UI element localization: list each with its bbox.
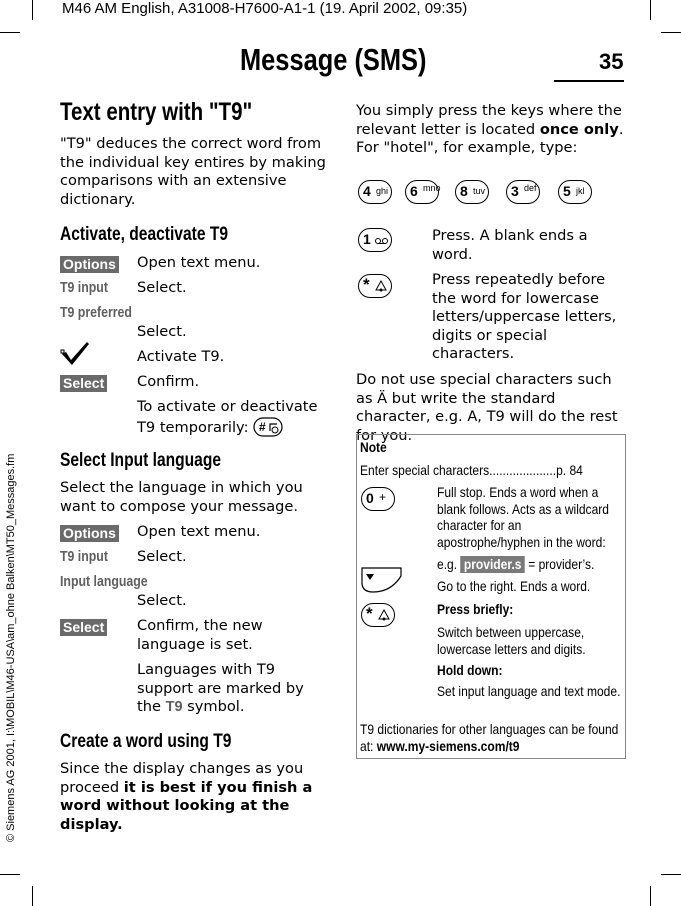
row-text: Open text menu. xyxy=(137,254,261,271)
row-text: Confirm, the new language is set. xyxy=(137,617,263,653)
row-text: Select. xyxy=(137,548,187,565)
star-key-icon: * xyxy=(361,603,395,627)
crop-mark xyxy=(650,0,651,20)
right-key-text: Go to the right. Ends a word. xyxy=(437,578,591,594)
menu-item-t9-preferred: T9 preferred xyxy=(60,305,132,321)
key-3-icon: 3 def xyxy=(506,180,540,204)
note-toc-line: Enter special characters....................p. 84 xyxy=(360,462,583,478)
create-text: Since the display changes as you proceed it is best if you finish a word without looking at the display. xyxy=(60,760,313,833)
support-text: Languages with T9 support are marked by the T9 symbol. xyxy=(137,661,304,716)
temp-text: To activate or deactivate T9 temporarily: # xyxy=(137,398,318,436)
crop-mark xyxy=(0,874,20,875)
display-text-provider: provider.s xyxy=(460,556,524,573)
row-text: Confirm. xyxy=(137,373,200,390)
keystar-text: Press repeatedly before the word for lowercase letters/uppercase letters, digits or special characters. xyxy=(432,271,617,363)
row-text: Activate T9. xyxy=(137,348,225,365)
intro-paragraph: "T9" deduces the correct word from the individual key entires by making comparisons with an extensive dictionary. xyxy=(60,135,326,208)
running-head: M46 AM English, A31008-H7600-A1-1 (19. April 2002, 09:35) xyxy=(62,0,468,17)
row-text: Open text menu. xyxy=(137,523,261,540)
select-softkey: Select xyxy=(60,373,107,392)
page-number-rule xyxy=(554,80,624,82)
hash-key-icon xyxy=(253,417,283,437)
crop-mark xyxy=(661,874,681,875)
nav-right-key-icon xyxy=(361,566,403,594)
copyright-side-text: © Siemens AG 2001, I:\MOBIL\M46-USA\am_ohne Balken\MT50_Messages.fm xyxy=(5,453,17,842)
activate-heading: Activate, deactivate T9 xyxy=(60,224,228,245)
menu-item-t9-input: T9 input xyxy=(60,280,108,296)
check-icon xyxy=(60,340,92,368)
key-8-icon: 8 tuv xyxy=(455,180,489,204)
row-text: Select. xyxy=(137,279,187,296)
section-heading: Text entry with "T9" xyxy=(60,98,253,126)
row-text: Select. xyxy=(137,592,187,609)
menu-item-t9-input: T9 input xyxy=(60,549,108,565)
create-heading: Create a word using T9 xyxy=(60,731,232,752)
switch-text: Switch between uppercase, lowercase letters and digits. xyxy=(437,624,586,657)
note-footer: T9 dictionaries for other languages can be found at: www.my-siemens.com/t9 xyxy=(360,721,619,754)
page-number: 35 xyxy=(599,49,624,74)
page-title: Message (SMS) xyxy=(240,42,427,77)
crop-mark xyxy=(32,886,33,906)
menu-item-input-language: Input language xyxy=(60,574,148,590)
hold-down-label: Hold down: xyxy=(437,662,503,678)
key-1-icon: 1 xyxy=(358,228,392,252)
key1-text: Press. A blank ends a word. xyxy=(432,227,588,263)
t9-symbol: T9 xyxy=(165,699,183,716)
crop-mark xyxy=(0,32,20,33)
key-0-icon: 0 + xyxy=(361,487,395,511)
zero-key-text: Full stop. Ends a word when a blank follows. Acts as a wildcard character for an apostrophe/hyphen in the word: xyxy=(437,484,609,550)
svg-text:#: # xyxy=(259,419,266,434)
options-softkey: Options xyxy=(60,254,119,273)
language-heading: Select Input language xyxy=(60,450,222,471)
crop-mark xyxy=(661,32,681,33)
press-briefly-label: Press briefly: xyxy=(437,601,514,617)
right-intro: You simply press the keys where the relevant letter is located once only. For "hotel", for example, type: xyxy=(356,102,624,157)
key-6-icon: 6 mno xyxy=(405,180,439,204)
example-line: e.g. provider.s = provider’s. xyxy=(437,556,595,572)
crop-mark xyxy=(32,0,33,20)
note-box xyxy=(356,434,626,759)
note-title: Note xyxy=(360,439,387,455)
hold-text: Set input language and text mode. xyxy=(437,683,621,699)
key-4-icon: 4 ghi xyxy=(358,180,392,204)
crop-mark xyxy=(650,886,651,906)
language-intro: Select the language in which you want to compose your message. xyxy=(60,479,303,515)
options-softkey: Options xyxy=(60,523,119,542)
row-text: Select. xyxy=(137,323,187,340)
key-5-icon: 5 jkl xyxy=(558,180,592,204)
select-softkey: Select xyxy=(60,617,107,636)
url-link[interactable]: www.my-siemens.com/t9 xyxy=(376,737,520,754)
star-key-icon: * xyxy=(358,274,392,298)
special-chars-text: Do not use special characters such as Ä but write the standard character, e.g. A, T9 will do the rest for you. xyxy=(356,371,618,444)
